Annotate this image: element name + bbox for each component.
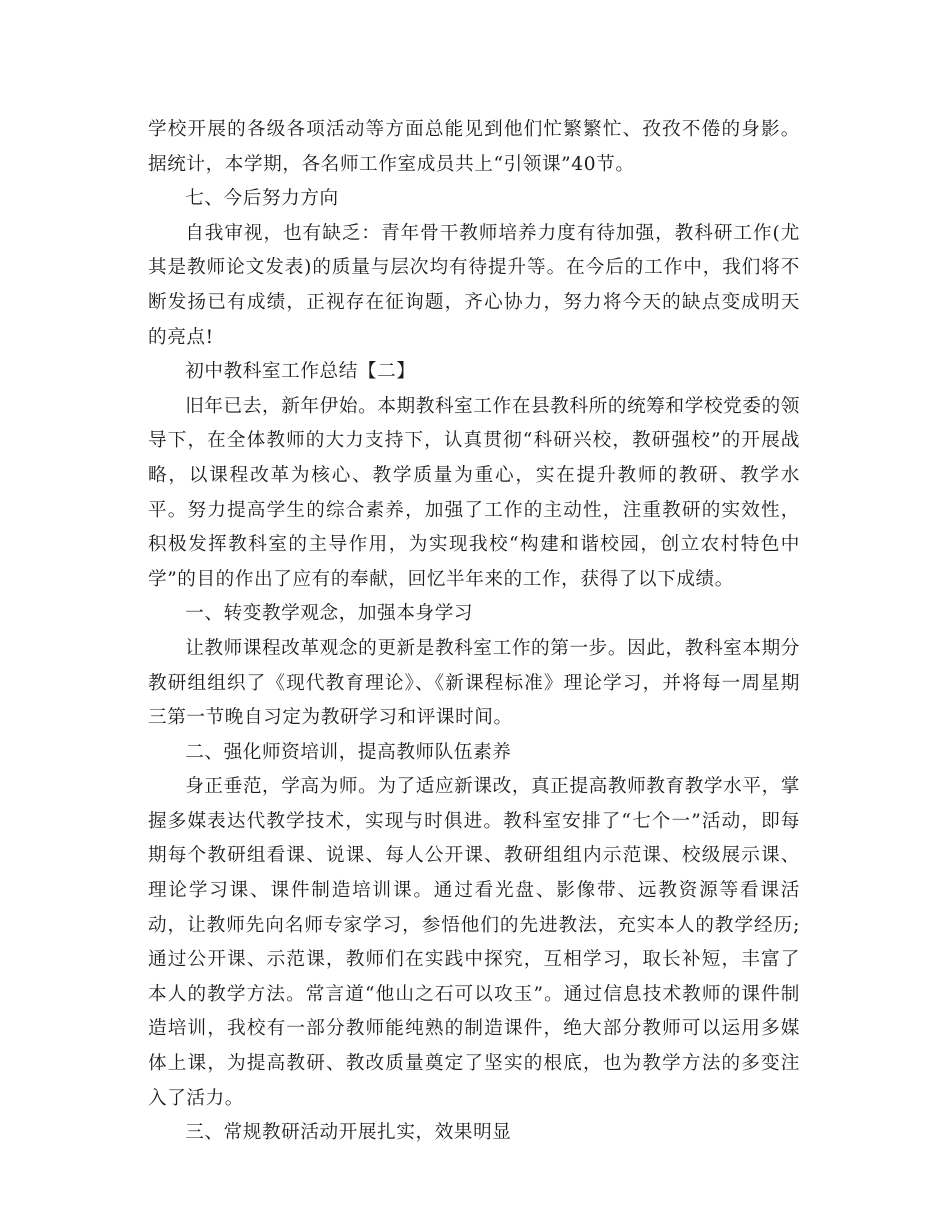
- section-heading-one: 一、转变教学观念，加强本身学习: [185, 603, 474, 625]
- document-body: [148, 113, 800, 1151]
- paragraph-continuation: 学校开展的各级各项活动等方面总能见到他们忙繁繁忙、孜孜不倦的身影。据统计，本学期，各名师工作室成员共上“引领课”40节。: [148, 119, 800, 175]
- paragraph-intro: 旧年已去，新年伊始。本期教科室工作在县教科所的统筹和学校党委的领导下，在全体教师的大力支持下，认真贯彻“科研兴校，教研强校”的开展战略，以课程改革为核心、教学质量为重心，实在提升教师的教研、教学水平。努力提高学生的综合素养，加强了工作的主动性，注重教研的实效性，积极发挥教科室的主导作用，为实现我校“构建和谐校园，创立农村特色中学”的目的作出了应有的奉献，回忆半年来的工作，获得了以下成绩。: [148, 395, 800, 590]
- section-heading-future-direction: 七、今后努力方向: [185, 188, 339, 210]
- paragraph-section-two: 身正垂范，学高为师。为了适应新课改，真正提高教师教育教学水平，掌握多媒表达代教学技术，实现与时俱进。教科室安排了“七个一”活动，即每期每个教研组看课、说课、每人公开课、教研组组内示范课、校级展示课、理论学习课、课件制造培训课。通过看光盘、影像带、远教资源等看课活动，让教师先向名师专家学习，参悟他们的先进教法，充实本人的教学经历;通过公开课、示范课，教师们在实践中探究，互相学习，取长补短，丰富了本人的教学方法。常言道“他山之石可以攻玉”。通过信息技术教师的课件制造培训，我校有一部分教师能纯熟的制造课件，绝大部分教师可以运用多媒体上课，为提高教研、教改质量奠定了坚实的根底，也为教学方法的多变注入了活力。: [148, 776, 800, 1109]
- section-heading-two: 二、强化师资培训，提高教师队伍素养: [185, 741, 512, 763]
- document-subtitle-part-two: 初中教科室工作总结【二】: [185, 361, 416, 383]
- section-heading-three: 三、常规教研活动开展扎实，效果明显: [185, 1122, 512, 1144]
- paragraph-self-review: 自我审视，也有缺乏：青年骨干教师培养力度有待加强，教科研工作(尤其是教师论文发表)的质量与层次均有待提升等。在今后的工作中，我们将不断发扬已有成绩，正视存在征询题，齐心协力，努力将今天的缺点变成明天的亮点!: [148, 222, 800, 348]
- paragraph-section-one: 让教师课程改革观念的更新是教科室工作的第一步。因此，教科室本期分教研组组织了《现代教育理论》、《新课程标准》理论学习，并将每一周星期三第一节晚自习定为教研学习和评课时间。: [148, 637, 800, 729]
